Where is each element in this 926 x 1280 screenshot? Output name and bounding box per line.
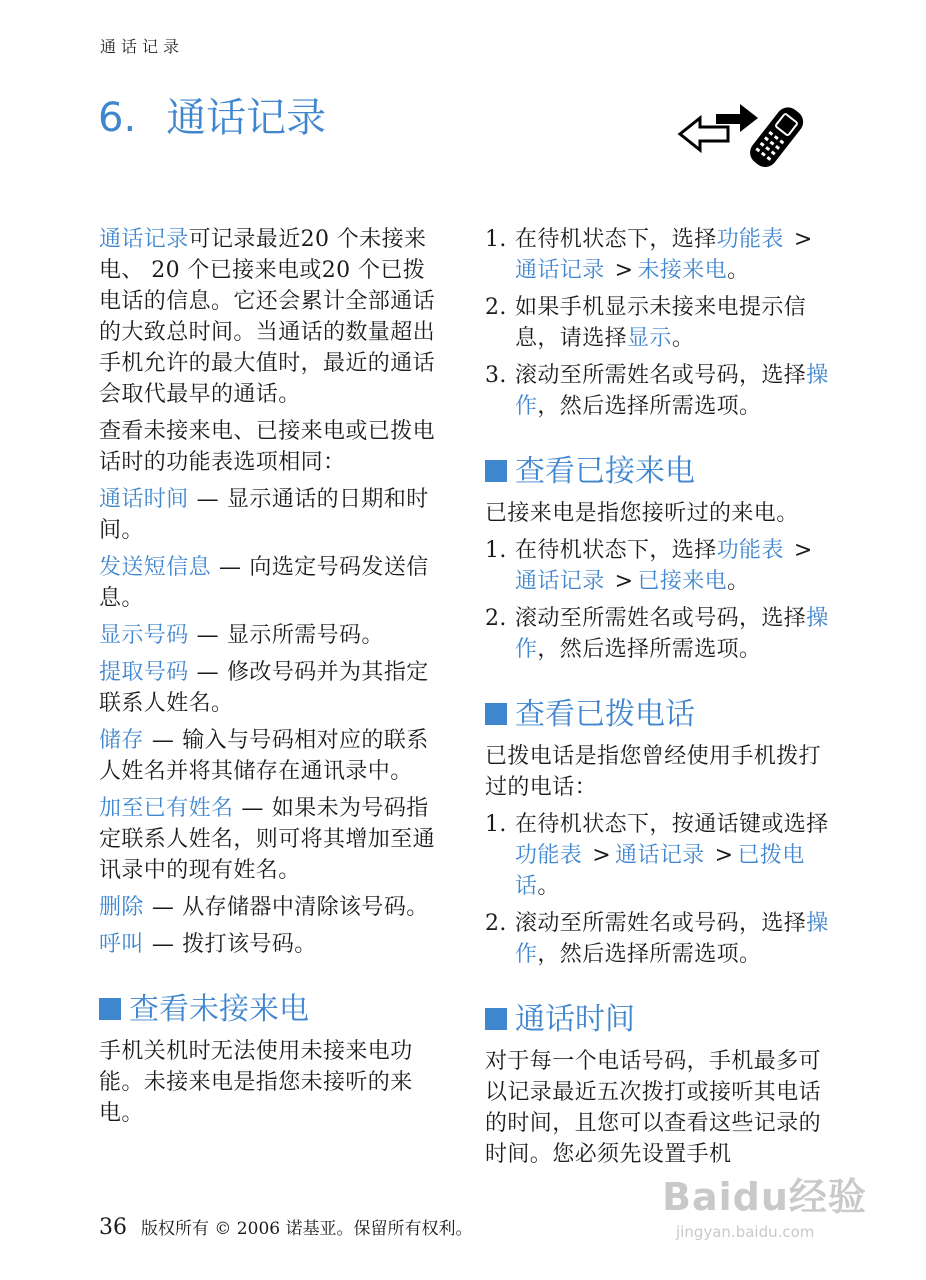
call-log-link[interactable]: 通话记录 xyxy=(515,569,605,594)
option-item: 显示号码 — 显示所需号码。 xyxy=(99,623,384,648)
menu-link[interactable]: 功能表 xyxy=(716,227,784,252)
section-dialed-numbers: 查看已拨电话 xyxy=(485,695,833,735)
received-step-1: 1. 在待机状态下，选择功能表 >通话记录 > 已接来电。 xyxy=(485,538,813,594)
option-item: 加至已有姓名 — 如果未为号码指定联系人姓名，则可将其增加至通讯录中的现有姓名。 xyxy=(99,796,436,883)
options-link[interactable]: 操作 xyxy=(515,606,829,662)
dialed-numbers-link[interactable]: 已拨电话 xyxy=(515,843,805,899)
options-link[interactable]: 操作 xyxy=(515,911,829,967)
option-item: 提取号码 — 修改号码并为其指定联系人姓名。 xyxy=(99,660,429,716)
section-square-icon xyxy=(485,460,507,482)
page-footer xyxy=(99,1214,472,1240)
left-column xyxy=(99,224,447,1135)
dialed-step-2: 2. 滚动至所需姓名或号码，选择操作，然后选择所需选项。 xyxy=(485,911,829,967)
dialed-numbers-text: 已拨电话是指您曾经使用手机拨打过的电话： xyxy=(485,744,822,800)
copyright-text: 版权所有 © 2006 诺基亚。保留所有权利。 xyxy=(141,1219,473,1239)
right-column xyxy=(485,224,833,1176)
received-calls-text: 已接来电是指您接听过的来电。 xyxy=(485,501,799,526)
missed-step-2: 2. 如果手机显示未接来电提示信息，请选择显示。 xyxy=(485,295,807,351)
chapter-title-text: 通话记录 xyxy=(166,95,327,141)
option-add-to-contact[interactable]: 加至已有姓名 xyxy=(99,796,234,821)
section-call-duration: 通话时间 xyxy=(485,1000,833,1040)
page-number: 36 xyxy=(99,1215,127,1240)
option-item: 呼叫 — 拨打该号码。 xyxy=(99,932,317,957)
options-link[interactable]: 操作 xyxy=(515,363,829,419)
call-log-icon xyxy=(676,100,810,172)
call-log-link[interactable]: 通话记录 xyxy=(515,258,605,283)
missed-calls-text: 手机关机时无法使用未接来电功能。未接来电是指您未接听的来电。 xyxy=(99,1039,413,1126)
options-intro: 查看未接来电、已接来电或已拨电话时的功能表选项相同： xyxy=(99,419,436,475)
option-use-number[interactable]: 提取号码 xyxy=(99,660,189,685)
received-step-2: 2. 滚动至所需姓名或号码，选择操作，然后选择所需选项。 xyxy=(485,606,829,662)
option-save[interactable]: 储存 xyxy=(99,728,144,753)
missed-step-3: 3. 滚动至所需姓名或号码，选择操作，然后选择所需选项。 xyxy=(485,363,829,419)
show-link[interactable]: 显示 xyxy=(627,326,672,351)
option-delete[interactable]: 删除 xyxy=(99,895,144,920)
option-send-message[interactable]: 发送短信息 xyxy=(99,555,212,580)
dialed-step-1: 1. 在待机状态下，按通话键或选择功能表 > 通话记录 > 已拨电话。 xyxy=(485,812,829,899)
menu-link[interactable]: 功能表 xyxy=(716,538,784,563)
call-duration-text: 对于每一个电话号码，手机最多可以记录最近五次拨打或接听其电话的时间，且您可以查看这些记录的时间。您必须先设置手机 xyxy=(485,1049,822,1167)
section-square-icon xyxy=(485,1008,507,1030)
baidu-watermark xyxy=(662,1166,872,1270)
missed-calls-link[interactable]: 未接来电 xyxy=(637,258,728,283)
section-received-calls: 查看已接来电 xyxy=(485,452,833,492)
section-square-icon xyxy=(99,998,121,1020)
section-missed-calls: 查看未接来电 xyxy=(99,990,447,1030)
option-item: 储存 — 输入与号码相对应的联系人姓名并将其储存在通讯录中。 xyxy=(99,728,429,784)
running-header: 通话记录 xyxy=(100,37,185,56)
option-call[interactable]: 呼叫 xyxy=(99,932,144,957)
received-calls-link[interactable]: 已接来电 xyxy=(637,569,728,594)
intro-paragraph: 通话记录可记录最近20 个未接来电、 20 个已接来电或20 个已拨电话的信息。它还会累计全部通话的大致总时间。当通话的数量超出手机允许的最大值时，最近的通话会取代最早的通话。 xyxy=(99,227,436,407)
watermark-url: jingyan.baidu.com xyxy=(676,1223,815,1241)
chapter-number: 6. xyxy=(98,95,137,141)
option-item: 通话时间 — 显示通话的日期和时间。 xyxy=(99,487,429,543)
missed-step-1: 1. 在待机状态下，选择功能表 >通话记录 > 未接来电。 xyxy=(485,227,813,283)
watermark-logo: Baidu经验 xyxy=(662,1175,867,1219)
call-log-link[interactable]: 通话记录 xyxy=(615,843,705,868)
option-item: 删除 — 从存储器中清除该号码。 xyxy=(99,895,429,920)
option-call-duration[interactable]: 通话时间 xyxy=(99,487,189,512)
chapter-title xyxy=(98,86,326,143)
menu-link[interactable]: 功能表 xyxy=(515,843,583,868)
section-square-icon xyxy=(485,703,507,725)
call-log-link[interactable]: 通话记录 xyxy=(99,227,189,252)
option-show-number[interactable]: 显示号码 xyxy=(99,623,189,648)
option-item: 发送短信息 — 向选定号码发送信息。 xyxy=(99,555,429,611)
